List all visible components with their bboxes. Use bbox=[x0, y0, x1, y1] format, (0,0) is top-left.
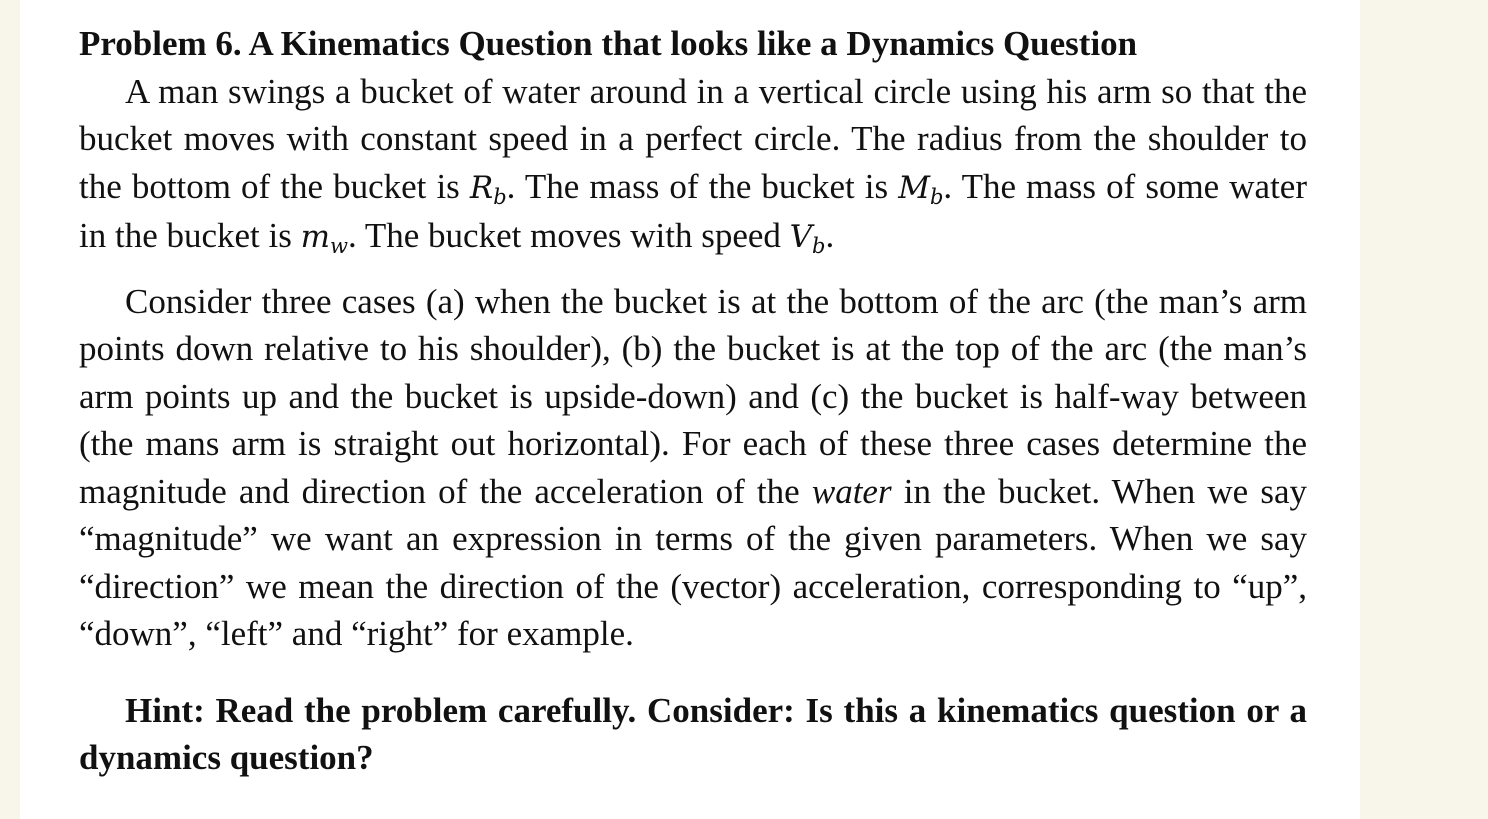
problem-paragraph-setup bbox=[79, 68, 1307, 262]
cases-text-1: Consider three cases (a) when the bucket is at the bottom of the arc (the man’s arm points down relative to his shoulder), (b) the bucket is at the top of the arc (the man’s arm points up and the bucket is upside-down) and (c) the bucket is half-way between (the mans arm is straight out horizontal). For each of these three cases determine the magnitude and direction of the acceleration of the bbox=[79, 281, 1307, 511]
speed-symbol: $V_b$ bbox=[789, 219, 826, 258]
radius-symbol: $R_b$ bbox=[469, 169, 507, 209]
setup-text-5: . bbox=[825, 216, 835, 255]
problem-title: Problem 6. A Kinematics Question that looks like a Dynamics Question bbox=[79, 24, 1138, 63]
bucket-mass-symbol: $M_b$ bbox=[898, 169, 944, 209]
hint-paragraph: Hint: Read the problem carefully. Consider: Is this a kinematics question or a dynamics question? bbox=[79, 690, 1307, 777]
setup-text-2: . The mass of the bucket is bbox=[506, 166, 899, 206]
water-mass-symbol: $m_w$ bbox=[300, 219, 349, 258]
problem-paragraph-cases bbox=[79, 278, 1307, 658]
cases-text-2: in the bucket. When we say “magnitude” we want an expression in terms of the given parameters. When we say “direction” we mean the direction of the (vector) acceleration, corresponding to “up”, “down”, “left” and “right” for example. bbox=[79, 471, 1307, 653]
emphasis-water: water bbox=[811, 471, 892, 511]
problem-block bbox=[79, 20, 1307, 782]
setup-text-4: . The bucket moves with speed bbox=[348, 216, 790, 255]
document-page bbox=[20, 0, 1360, 819]
setup-text-3: . The mass of some water in the bucket is bbox=[79, 166, 1307, 255]
setup-text-1: A man swings a bucket of water around in a vertical circle using his arm so that the bucket moves with constant speed in a perfect circle. The radius from the shoulder to the bottom of the bucket is bbox=[79, 71, 1307, 206]
